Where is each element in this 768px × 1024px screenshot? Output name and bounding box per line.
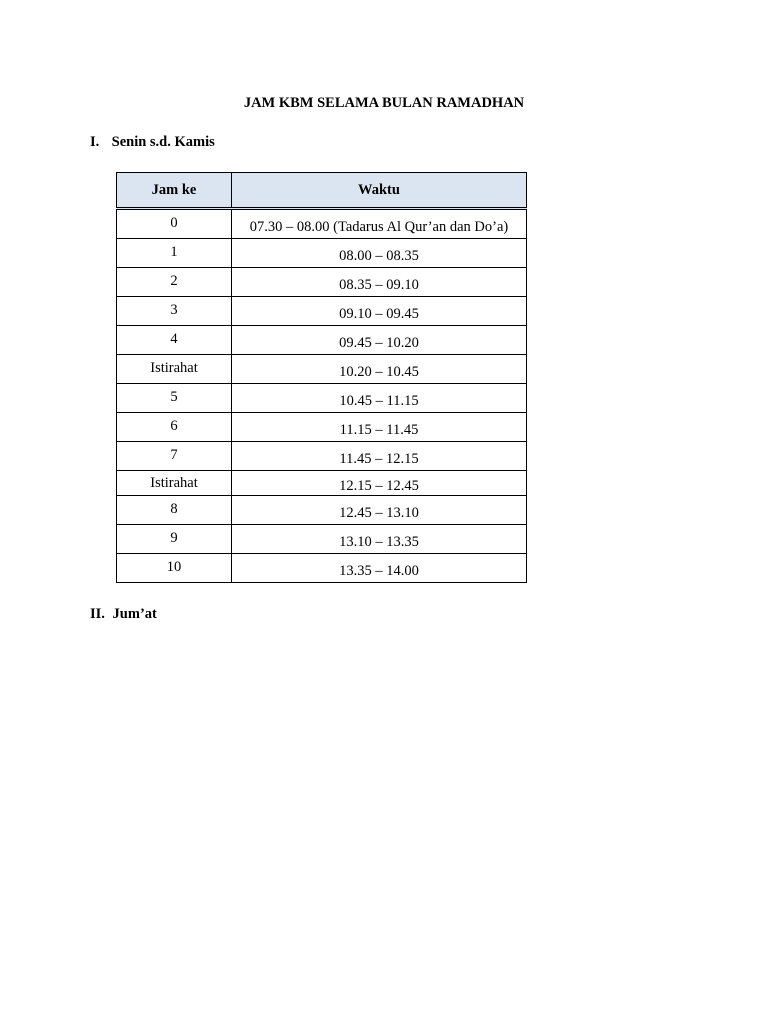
cell-jam: 0 xyxy=(117,209,232,239)
cell-waktu: 09.45 – 10.20 xyxy=(232,326,527,355)
table-row xyxy=(117,355,527,384)
cell-jam: 6 xyxy=(117,413,232,442)
cell-waktu: 10.45 – 11.15 xyxy=(232,384,527,413)
cell-waktu: 08.00 – 08.35 xyxy=(232,239,527,268)
cell-jam: 10 xyxy=(117,554,232,583)
section-number: II. xyxy=(90,606,105,622)
cell-waktu: 13.10 – 13.35 xyxy=(232,525,527,554)
cell-waktu: 10.20 – 10.45 xyxy=(232,355,527,384)
header-jam-ke: Jam ke xyxy=(117,173,232,209)
cell-waktu: 08.35 – 09.10 xyxy=(232,268,527,297)
cell-jam: 8 xyxy=(117,496,232,525)
header-waktu: Waktu xyxy=(232,173,527,209)
document-title: JAM KBM SELAMA BULAN RAMADHAN xyxy=(243,95,525,111)
table-row xyxy=(117,326,527,355)
cell-waktu: 12.15 – 12.45 xyxy=(232,471,527,496)
cell-waktu: 11.15 – 11.45 xyxy=(232,413,527,442)
cell-jam: 2 xyxy=(117,268,232,297)
cell-jam: 3 xyxy=(117,297,232,326)
table-row xyxy=(117,471,527,496)
cell-jam: 5 xyxy=(117,384,232,413)
section-label: Senin s.d. Kamis xyxy=(111,134,215,150)
table-row xyxy=(117,297,527,326)
table-row xyxy=(117,239,527,268)
section-label: Jum’at xyxy=(112,606,157,622)
cell-waktu: 09.10 – 09.45 xyxy=(232,297,527,326)
section-number: I. xyxy=(90,134,100,150)
cell-jam: 1 xyxy=(117,239,232,268)
table-row xyxy=(117,268,527,297)
table-row xyxy=(117,384,527,413)
table-row xyxy=(117,209,527,239)
table-row xyxy=(117,554,527,583)
table-row xyxy=(117,442,527,471)
section-heading-senin-kamis xyxy=(90,133,215,151)
table-row xyxy=(117,525,527,554)
cell-waktu: 12.45 – 13.10 xyxy=(232,496,527,525)
table-header-row xyxy=(117,173,527,209)
section-heading-jumat xyxy=(90,605,157,623)
schedule-table xyxy=(116,172,527,583)
table-row xyxy=(117,496,527,525)
cell-jam: 4 xyxy=(117,326,232,355)
cell-waktu: 11.45 – 12.15 xyxy=(232,442,527,471)
cell-jam: Istirahat xyxy=(117,355,232,384)
cell-jam: 7 xyxy=(117,442,232,471)
cell-jam: Istirahat xyxy=(117,471,232,496)
cell-jam: 9 xyxy=(117,525,232,554)
table-row xyxy=(117,413,527,442)
cell-waktu: 07.30 – 08.00 (Tadarus Al Qur’an dan Do’a) xyxy=(232,209,527,239)
cell-waktu: 13.35 – 14.00 xyxy=(232,554,527,583)
